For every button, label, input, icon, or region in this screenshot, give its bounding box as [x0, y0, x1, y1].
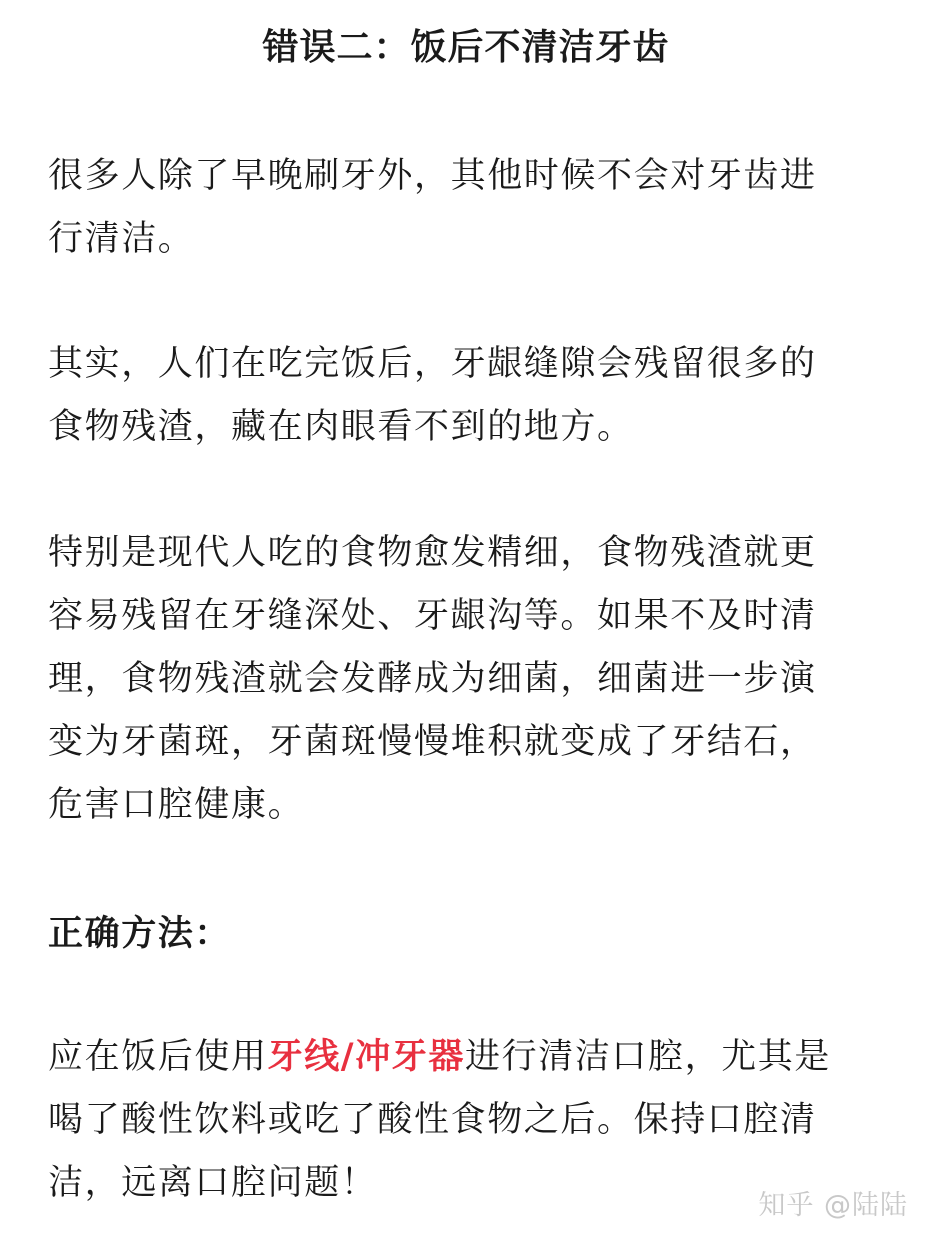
paragraph-line: 洁，远离口腔问题！ [48, 1163, 378, 1203]
paragraph-line [48, 1026, 888, 1089]
paragraph-line: 容易残留在牙缝深处、牙龈沟等。如果不及时清 [48, 596, 817, 636]
paragraph-line: 很多人除了早晚刷牙外，其他时候不会对牙齿进 [48, 156, 817, 196]
paragraph-3 [48, 522, 888, 837]
highlighted-keyword: 牙线/冲牙器 [267, 1037, 465, 1077]
zhihu-watermark: 知乎 @陆陆 [758, 1190, 908, 1221]
paragraph-line: 食物残渣，藏在肉眼看不到的地方。 [48, 407, 634, 447]
paragraph-line: 理，食物残渣就会发酵成为细菌，细菌进一步演 [48, 659, 817, 699]
paragraph-1 [48, 145, 888, 271]
paragraph-line: 其实，人们在吃完饭后，牙龈缝隙会残留很多的 [48, 344, 817, 384]
paragraph-line: 喝了酸性饮料或吃了酸性食物之后。保持口腔清 [48, 1100, 817, 1140]
line-text: 进行清洁口腔，尤其是 [465, 1037, 832, 1077]
line-text: 应在饭后使用 [48, 1037, 268, 1077]
paragraph-line: 危害口腔健康。 [48, 785, 305, 825]
paragraph-line: 变为牙菌斑，牙菌斑慢慢堆积就变成了牙结石， [48, 722, 817, 762]
paragraph-2 [48, 333, 888, 459]
paragraph-line: 特别是现代人吃的食物愈发精细，食物残渣就更 [48, 533, 817, 573]
article-title: 错误二：饭后不清洁牙齿 [262, 27, 670, 68]
method-heading: 正确方法： [48, 914, 232, 954]
paragraph-line: 行清洁。 [48, 219, 195, 259]
